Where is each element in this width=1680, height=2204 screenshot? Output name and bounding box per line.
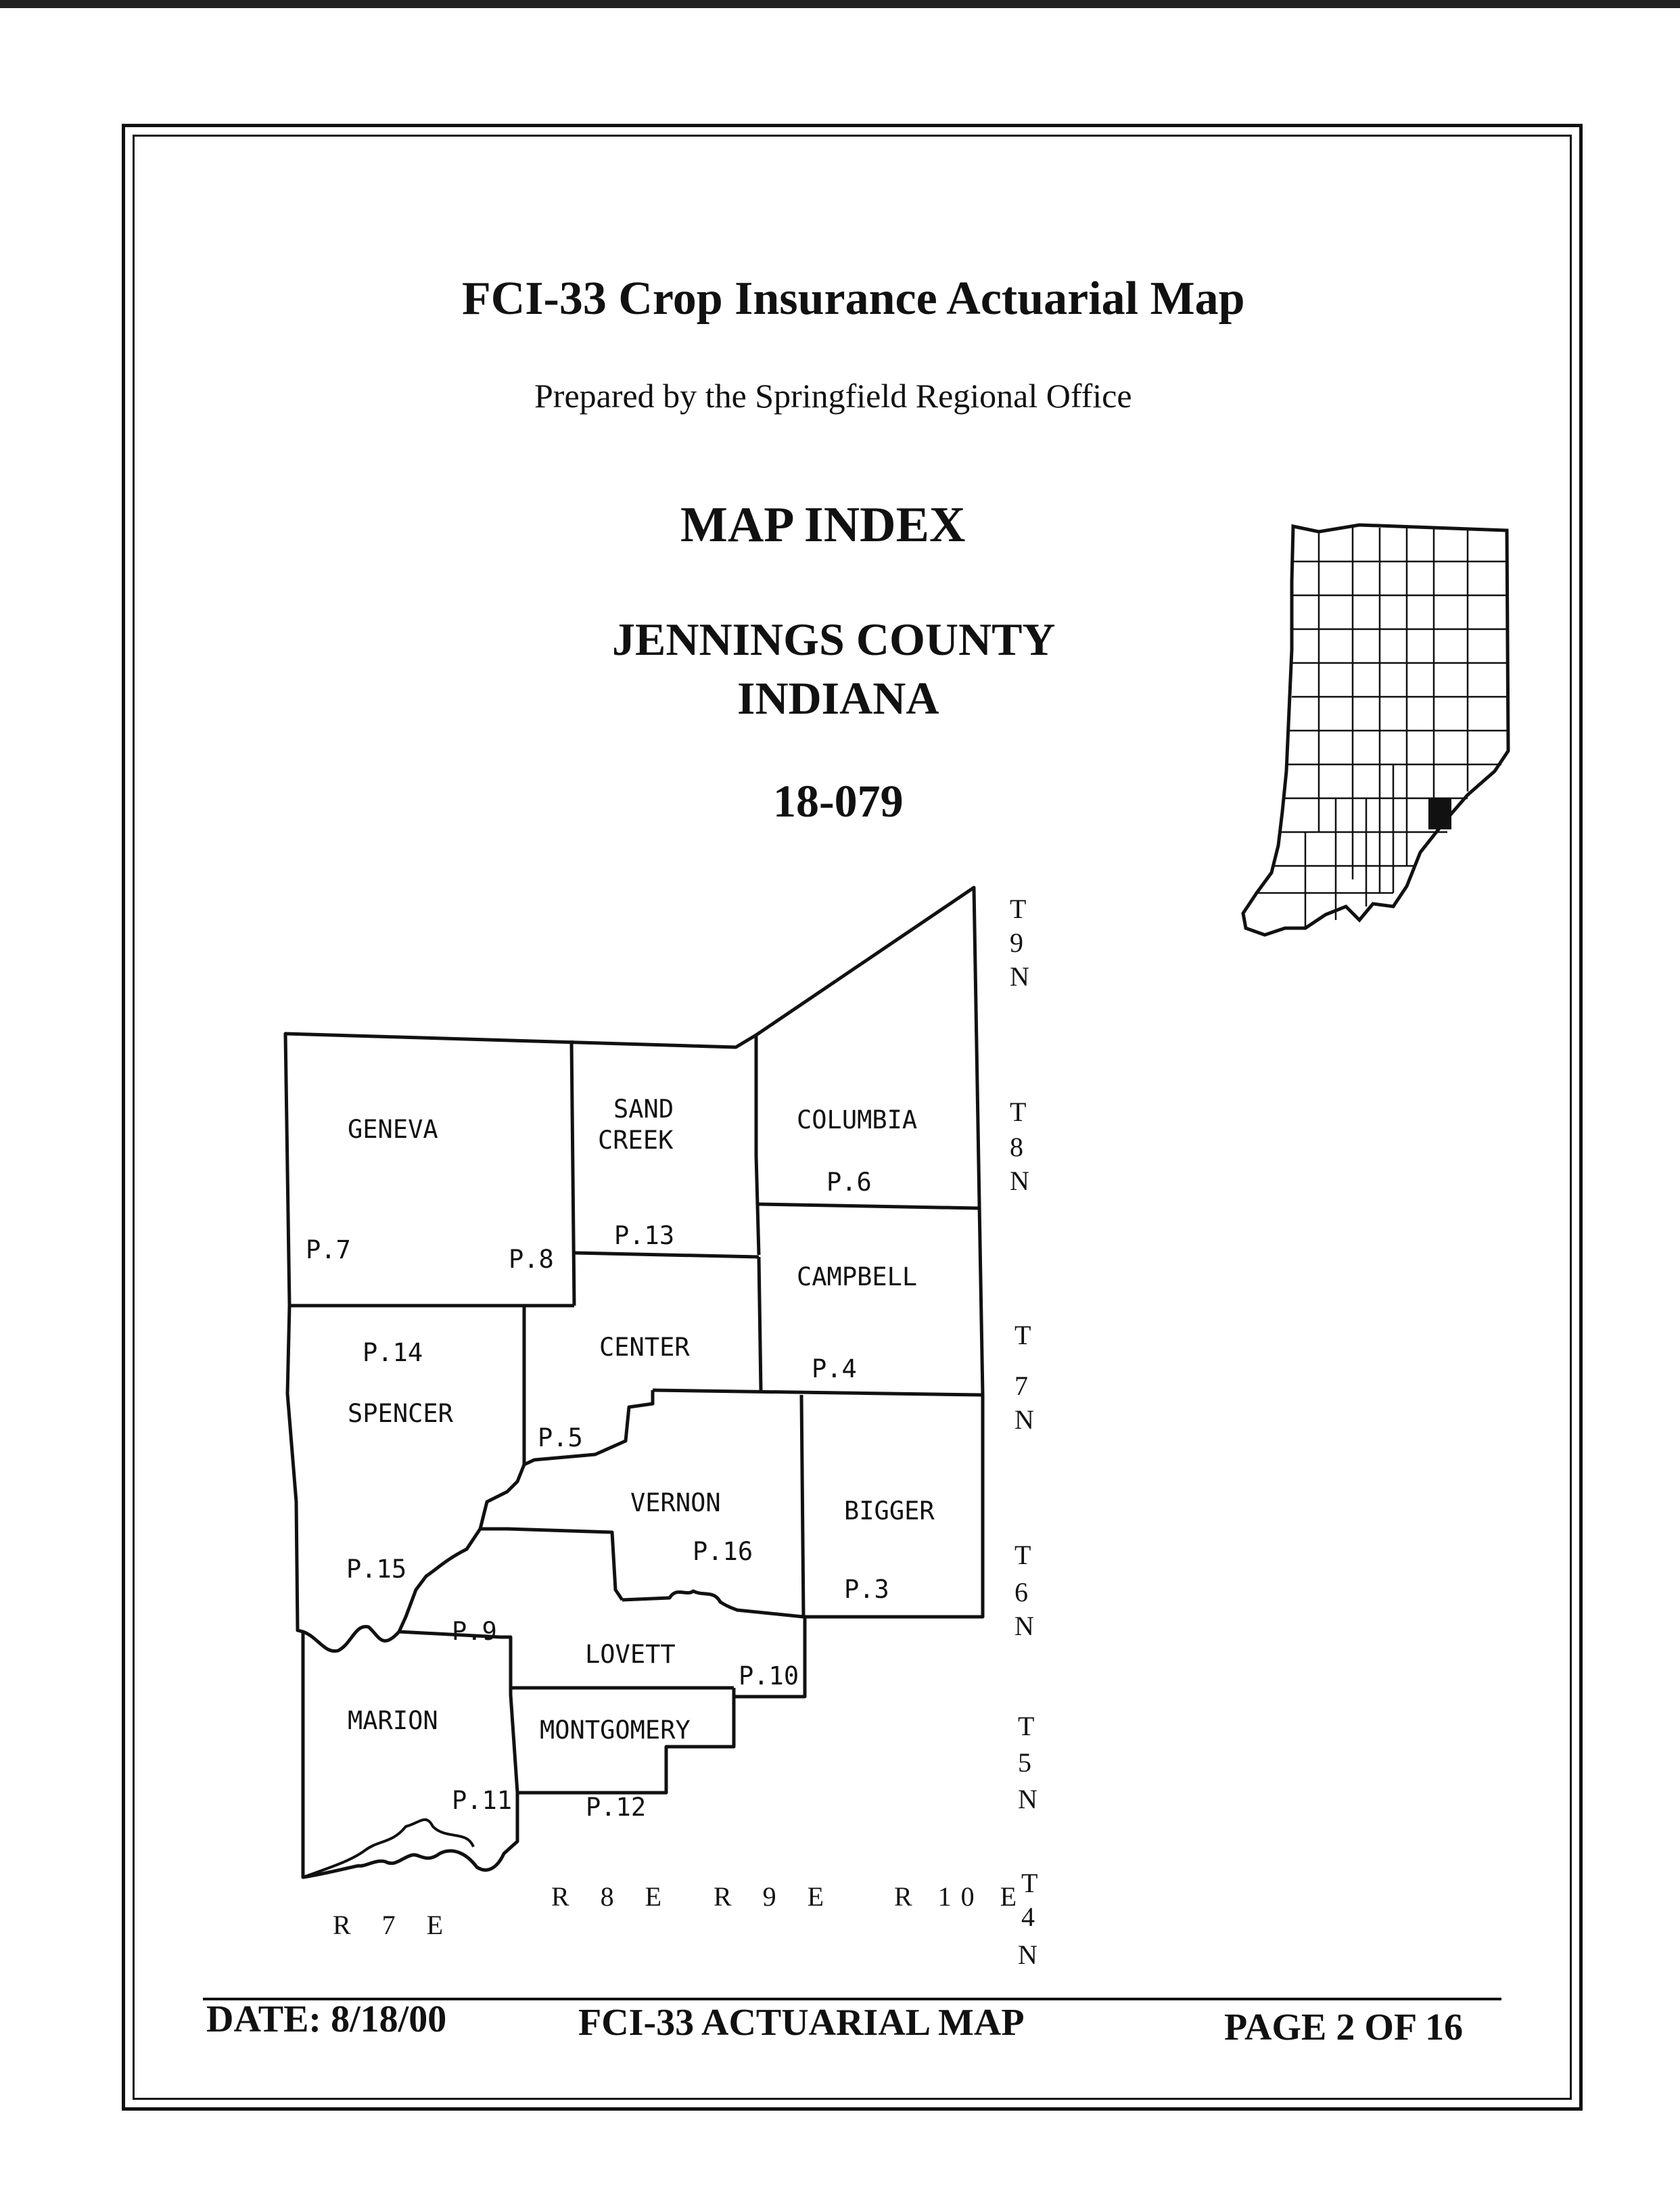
- page-ref-p7: P.7: [306, 1235, 351, 1264]
- county-name: JENNINGS COUNTY: [612, 614, 1056, 665]
- township-label-creek: CREEK: [598, 1126, 674, 1155]
- footer-date: DATE: 8/18/00: [206, 1998, 447, 2040]
- map-index-heading: MAP INDEX: [680, 497, 966, 553]
- township-label-bigger: BIGGER: [844, 1496, 935, 1525]
- footer-page-number: PAGE 2 OF 16: [1224, 2006, 1464, 2048]
- township-label-vernon: VERNON: [630, 1488, 721, 1517]
- range-label-r7e: R 7 E: [333, 1910, 456, 1940]
- page-ref-p5: P.5: [538, 1423, 583, 1452]
- range-label-r10e: R 10 E: [894, 1881, 1027, 1912]
- township-label-spencer: SPENCER: [348, 1399, 453, 1428]
- range-label-r8e: R 8 E: [551, 1881, 674, 1912]
- township-label-sand: SAND: [613, 1095, 674, 1124]
- township-label-marion: MARION: [348, 1706, 438, 1735]
- page-ref-p10: P.10: [739, 1661, 799, 1691]
- page-ref-p4: P.4: [812, 1354, 857, 1383]
- page-ref-p13: P.13: [614, 1221, 675, 1250]
- township-label-columbia: COLUMBIA: [797, 1105, 918, 1134]
- page-ref-p11: P.11: [452, 1786, 513, 1815]
- range-label-r9e: R 9 E: [714, 1881, 837, 1912]
- township-label-campbell: CAMPBELL: [797, 1262, 918, 1291]
- township-label-lovett: LOVETT: [585, 1640, 676, 1669]
- page-ref-p6: P.6: [826, 1168, 872, 1197]
- page-ref-p14: P.14: [363, 1338, 423, 1367]
- page-ref-p12: P.12: [586, 1793, 647, 1822]
- footer-title: FCI-33 ACTUARIAL MAP: [578, 2002, 1025, 2044]
- page-ref-p15: P.15: [346, 1555, 407, 1584]
- page-ref-p9: P.9: [452, 1617, 497, 1646]
- township-label-geneva: GENEVA: [348, 1115, 438, 1144]
- page-ref-p16: P.16: [693, 1537, 753, 1566]
- document-subtitle: Prepared by the Springfield Regional Office: [534, 377, 1132, 415]
- county-code: 18-079: [773, 775, 904, 827]
- page-ref-p3: P.3: [844, 1575, 889, 1604]
- document-title: FCI-33 Crop Insurance Actuarial Map: [462, 273, 1245, 325]
- state-name: INDIANA: [737, 672, 939, 724]
- township-label-montgomery: MONTGOMERY: [540, 1716, 691, 1745]
- township-label-center: CENTER: [599, 1333, 690, 1362]
- page-ref-p8: P.8: [509, 1245, 554, 1274]
